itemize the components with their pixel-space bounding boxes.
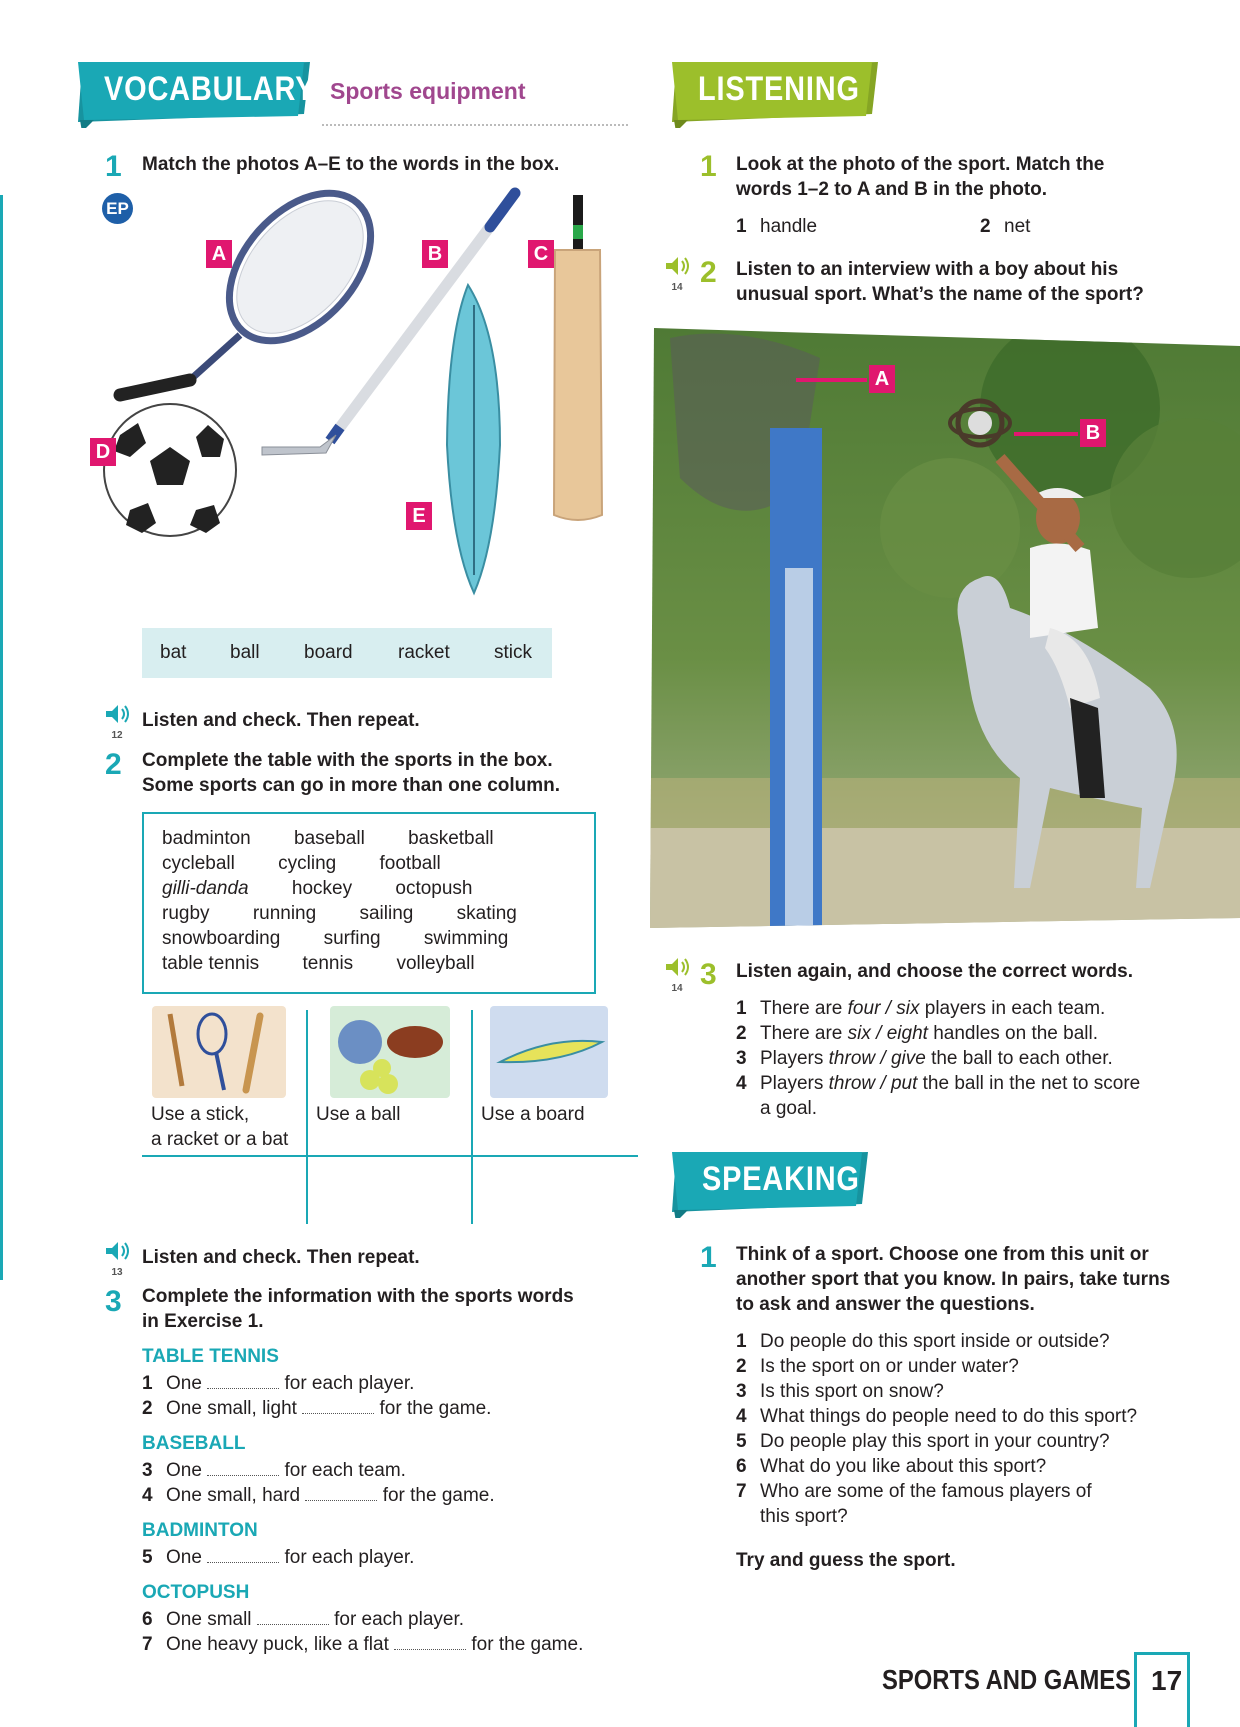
vocab-ex2-audio-instruction: Listen and check. Then repeat. xyxy=(142,1247,420,1268)
gapfill-item-6: 6 One small for each player. xyxy=(142,1609,465,1630)
speak-ex1-number: 1 xyxy=(700,1241,717,1274)
gapfill-item-3: 3 One for each team. xyxy=(142,1460,406,1481)
vocabulary-banner xyxy=(78,62,316,128)
question-5: 5 Do people play this sport in your country? xyxy=(736,1431,1110,1452)
column-header-stick-line1: Use a stick, xyxy=(151,1104,250,1125)
speak-closing: Try and guess the sport. xyxy=(736,1550,956,1571)
vocab-ex1-instruction: Match the photos A–E to the words in the box. xyxy=(142,154,560,175)
stick-racket-bat-image xyxy=(152,1006,286,1098)
speaking-title: SPEAKING xyxy=(702,1160,860,1198)
question-6: 6 What do you like about this sport? xyxy=(736,1456,1047,1477)
speaker-icon xyxy=(664,255,692,277)
section-table-tennis: TABLE TENNIS xyxy=(142,1346,279,1367)
sport-word: badminton xyxy=(162,828,251,849)
vocab-ex3-instruction-1: Complete the information with the sports words xyxy=(142,1286,574,1307)
word-ball: ball xyxy=(230,642,260,663)
speaker-icon xyxy=(104,1240,132,1262)
word-bat: bat xyxy=(160,642,187,663)
audio-button-14[interactable] xyxy=(664,255,692,291)
question-4: 4 What things do people need to do this sport? xyxy=(736,1406,1138,1427)
sport-word: surfing xyxy=(323,928,381,949)
sport-word: sailing xyxy=(359,903,414,924)
photo-label-a: A xyxy=(869,365,895,393)
choice-item-4-cont: a goal. xyxy=(760,1098,818,1119)
listening-banner xyxy=(672,62,878,128)
sport-word: hockey xyxy=(291,878,353,899)
sports-row-5 xyxy=(162,926,508,951)
section-badminton: BADMINTON xyxy=(142,1520,258,1541)
gapfill-item-7: 7 One heavy puck, like a flat for the game. xyxy=(142,1634,584,1655)
vocab-ex1-audio-instruction: Listen and check. Then repeat. xyxy=(142,710,420,731)
speak-ex1-instruction-3: to ask and answer the questions. xyxy=(736,1294,1035,1315)
gapfill-item-4: 4 One small, hard for the game. xyxy=(142,1485,495,1506)
audio-track-14b: 14 xyxy=(671,983,683,994)
choice-options[interactable]: throw / put xyxy=(828,1073,918,1094)
gapfill-item-5: 5 One for each player. xyxy=(142,1547,415,1568)
sports-row-3 xyxy=(162,876,473,901)
sport-word: cycleball xyxy=(162,853,235,874)
listen-ex1-item-1: 1 handle xyxy=(736,216,818,237)
word-racket: racket xyxy=(398,642,450,663)
listen-ex1-item-2: 2 net xyxy=(980,216,1031,237)
page-number: 17 xyxy=(1151,1665,1183,1696)
audio-button-12[interactable] xyxy=(104,703,132,739)
sport-word: baseball xyxy=(294,828,365,849)
vocab-ex1-number: 1 xyxy=(105,150,122,183)
listen-ex2-instruction-1: Listen to an interview with a boy about his xyxy=(736,259,1119,280)
sports-row-2 xyxy=(162,851,441,876)
racket-image xyxy=(120,185,398,395)
ep-badge-label: EP xyxy=(106,199,129,218)
football-image xyxy=(104,404,236,536)
listening-title: LISTENING xyxy=(698,70,860,108)
audio-button-13[interactable] xyxy=(104,1240,132,1276)
photo-tag-c: C xyxy=(528,240,554,268)
table-divider xyxy=(471,1010,473,1224)
sport-word: swimming xyxy=(423,928,509,949)
answer-blank[interactable] xyxy=(207,1372,279,1389)
listen-ex1-instruction-2: words 1–2 to A and B in the photo. xyxy=(736,179,1048,200)
audio-button-14b[interactable] xyxy=(664,956,692,992)
word-stick: stick xyxy=(494,642,532,663)
sports-word-box xyxy=(142,812,596,994)
question-7-cont: this sport? xyxy=(760,1506,848,1527)
listen-ex1-number: 1 xyxy=(700,150,717,183)
listen-ex3-number: 3 xyxy=(700,958,717,991)
photo-tag-a: A xyxy=(206,240,232,268)
answer-blank[interactable] xyxy=(207,1546,279,1563)
choice-options[interactable]: throw / give xyxy=(828,1048,926,1069)
table-divider xyxy=(306,1010,308,1224)
sport-word: cycling xyxy=(278,853,337,874)
photo-tag-e: E xyxy=(406,502,432,530)
photo-tag-d: D xyxy=(90,438,116,466)
speaker-icon xyxy=(104,703,132,725)
speaker-icon xyxy=(664,956,692,978)
sport-word: rugby xyxy=(162,903,210,924)
photo-label-b: B xyxy=(1080,419,1106,447)
sport-word: skating xyxy=(456,903,517,924)
sports-row-6 xyxy=(162,951,475,976)
column-header-ball: Use a ball xyxy=(316,1104,401,1125)
question-2: 2 Is the sport on or under water? xyxy=(736,1356,1019,1377)
gapfill-item-2: 2 One small, light for the game. xyxy=(142,1398,492,1419)
listen-ex1-instruction-1: Look at the photo of the sport. Match the xyxy=(736,154,1105,175)
choice-item-2: 2 There are six / eight handles on the ball. xyxy=(736,1023,1098,1044)
choice-options[interactable]: four / six xyxy=(847,998,920,1019)
vocab-ex2-number: 2 xyxy=(105,748,122,781)
table-divider xyxy=(142,1155,638,1157)
sport-word: gilli-danda xyxy=(162,878,249,899)
audio-track-13: 13 xyxy=(111,1267,123,1278)
column-header-board: Use a board xyxy=(481,1104,585,1125)
sport-word: octopush xyxy=(395,878,473,899)
answer-blank[interactable] xyxy=(302,1397,374,1414)
choice-item-1: 1 There are four / six players in each team. xyxy=(736,998,1106,1019)
answer-blank[interactable] xyxy=(207,1459,279,1476)
page-edge-bar xyxy=(0,195,3,1280)
question-3: 3 Is this sport on snow? xyxy=(736,1381,944,1402)
page-number-box xyxy=(1134,1652,1190,1727)
answer-blank[interactable] xyxy=(394,1633,466,1650)
sport-word: running xyxy=(252,903,317,924)
sport-word: table tennis xyxy=(162,953,260,974)
sports-row-1 xyxy=(162,826,494,851)
column-header-stick xyxy=(151,1102,288,1152)
speaking-banner xyxy=(672,1152,868,1218)
balls-image xyxy=(330,1006,450,1098)
speak-ex1-instruction-2: another sport that you know. In pairs, take turns xyxy=(736,1269,1171,1290)
board-image xyxy=(490,1006,608,1098)
audio-track-12: 12 xyxy=(111,730,123,741)
word-board: board xyxy=(304,642,353,663)
speak-ex1-instruction-1: Think of a sport. Choose one from this unit or xyxy=(736,1244,1149,1265)
vocab-ex3-number: 3 xyxy=(105,1285,122,1318)
section-octopush: OCTOPUSH xyxy=(142,1582,250,1603)
horseball-photo xyxy=(650,328,1240,928)
gapfill-item-1: 1 One for each player. xyxy=(142,1373,415,1394)
surfboard-image xyxy=(447,285,500,593)
sport-word: basketball xyxy=(408,828,494,849)
listen-ex3-instruction: Listen again, and choose the correct words. xyxy=(736,961,1133,982)
audio-track-14: 14 xyxy=(671,282,683,293)
question-7: 7 Who are some of the famous players of xyxy=(736,1481,1092,1502)
sport-word: snowboarding xyxy=(162,928,281,949)
sport-word: tennis xyxy=(302,953,354,974)
cricket-bat-image xyxy=(554,195,602,520)
equipment-word-box xyxy=(142,628,552,678)
vocab-ex2-instruction-2: Some sports can go in more than one column. xyxy=(142,775,561,796)
choice-item-3: 3 Players throw / give the ball to each other. xyxy=(736,1048,1113,1069)
answer-blank[interactable] xyxy=(257,1608,329,1625)
choice-item-4: 4 Players throw / put the ball in the net to score xyxy=(736,1073,1141,1094)
vocab-ex2-instruction-1: Complete the table with the sports in the box. xyxy=(142,750,553,771)
answer-blank[interactable] xyxy=(305,1484,377,1501)
photo-tag-b: B xyxy=(422,240,448,268)
listen-ex2-number: 2 xyxy=(700,256,717,289)
question-1: 1 Do people do this sport inside or outside? xyxy=(736,1331,1110,1352)
listen-ex2-instruction-2: unusual sport. What’s the name of the sport? xyxy=(736,284,1144,305)
vocab-ex3-instruction-2: in Exercise 1. xyxy=(142,1311,264,1332)
vocabulary-rule xyxy=(322,124,628,126)
vocabulary-subtitle: Sports equipment xyxy=(330,78,526,104)
column-header-stick-line2: a racket or a bat xyxy=(151,1129,289,1150)
sport-word: football xyxy=(379,853,441,874)
choice-options[interactable]: six / eight xyxy=(847,1023,928,1044)
footer-section-title: SPORTS AND GAMES xyxy=(882,1664,1132,1695)
vocabulary-title: VOCABULARY xyxy=(104,70,316,108)
section-baseball: BASEBALL xyxy=(142,1433,246,1454)
sports-row-4 xyxy=(162,901,517,926)
sport-word: volleyball xyxy=(396,953,475,974)
